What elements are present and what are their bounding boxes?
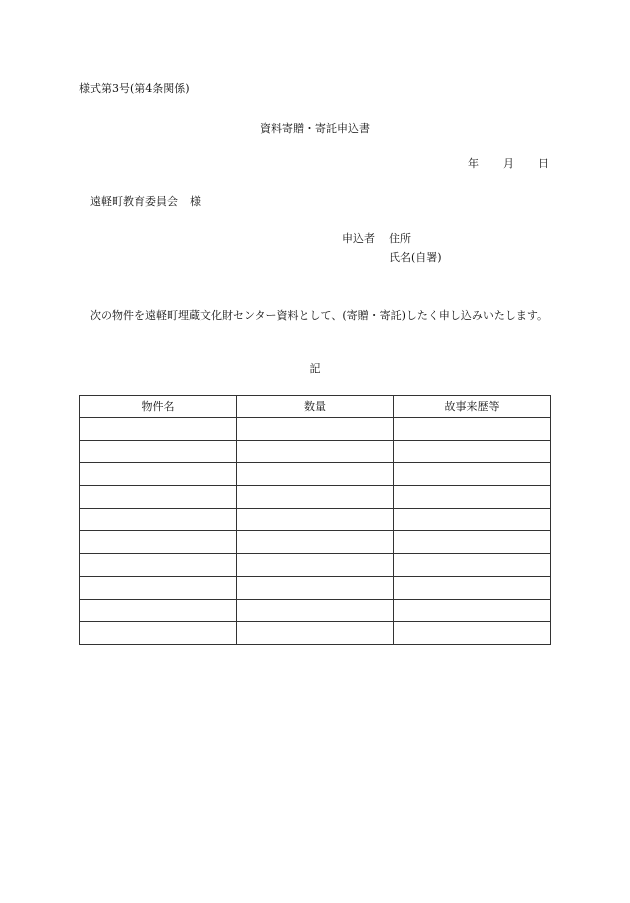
table-row [80, 622, 551, 645]
address-label: 住所 [389, 232, 411, 245]
date-line [468, 158, 549, 169]
table-header-row [80, 396, 551, 418]
table-cell[interactable] [394, 554, 551, 577]
table-cell[interactable] [80, 486, 237, 509]
table-cell[interactable] [80, 622, 237, 645]
name-label: 氏名(自署) [389, 251, 442, 264]
table-cell[interactable] [394, 440, 551, 463]
addressee [90, 196, 201, 207]
table-cell[interactable] [394, 418, 551, 441]
table-cell[interactable] [80, 576, 237, 599]
table-cell[interactable] [237, 554, 394, 577]
column-header-quantity: 数量 [237, 396, 394, 418]
table-cell[interactable] [394, 576, 551, 599]
table-cell[interactable] [237, 463, 394, 486]
table-cell[interactable] [80, 554, 237, 577]
table-cell[interactable] [394, 599, 551, 622]
table-cell[interactable] [394, 463, 551, 486]
table-row [80, 418, 551, 441]
addressee-name: 遠軽町教育委員会 [90, 195, 178, 208]
column-header-item-name: 物件名 [80, 396, 237, 418]
table-row [80, 531, 551, 554]
table-row [80, 440, 551, 463]
table-cell[interactable] [237, 576, 394, 599]
date-month-label: 月 [503, 157, 514, 170]
table-cell[interactable] [394, 486, 551, 509]
addressee-honorific: 様 [190, 195, 201, 208]
table-cell[interactable] [80, 418, 237, 441]
table-cell[interactable] [237, 531, 394, 554]
table-cell[interactable] [237, 599, 394, 622]
table-row [80, 599, 551, 622]
table-cell[interactable] [80, 531, 237, 554]
table-row [80, 576, 551, 599]
document-title: 資料寄贈・寄託申込書 [260, 122, 370, 135]
application-body-text: 次の物件を遠軽町埋蔵文化財センター資料として、(寄贈・寄託)したく申し込みいたします。 [90, 309, 549, 322]
items-table [79, 395, 551, 645]
date-year-label: 年 [468, 157, 479, 170]
table-row [80, 463, 551, 486]
table-cell[interactable] [80, 440, 237, 463]
table-cell[interactable] [394, 622, 551, 645]
record-heading: 記 [309, 362, 321, 375]
form-number: 様式第3号(第4条関係) [79, 82, 190, 95]
table-cell[interactable] [394, 508, 551, 531]
table-cell[interactable] [237, 440, 394, 463]
table-row [80, 486, 551, 509]
table-cell[interactable] [80, 508, 237, 531]
table-cell[interactable] [237, 486, 394, 509]
table-cell[interactable] [237, 418, 394, 441]
applicant-label: 申込者 [342, 232, 375, 245]
column-header-history: 故事来歴等 [394, 396, 551, 418]
table-cell[interactable] [237, 622, 394, 645]
table-row [80, 508, 551, 531]
table-cell[interactable] [237, 508, 394, 531]
table-row [80, 554, 551, 577]
table-cell[interactable] [80, 599, 237, 622]
date-day-label: 日 [538, 157, 549, 170]
table-cell[interactable] [80, 463, 237, 486]
table-cell[interactable] [394, 531, 551, 554]
